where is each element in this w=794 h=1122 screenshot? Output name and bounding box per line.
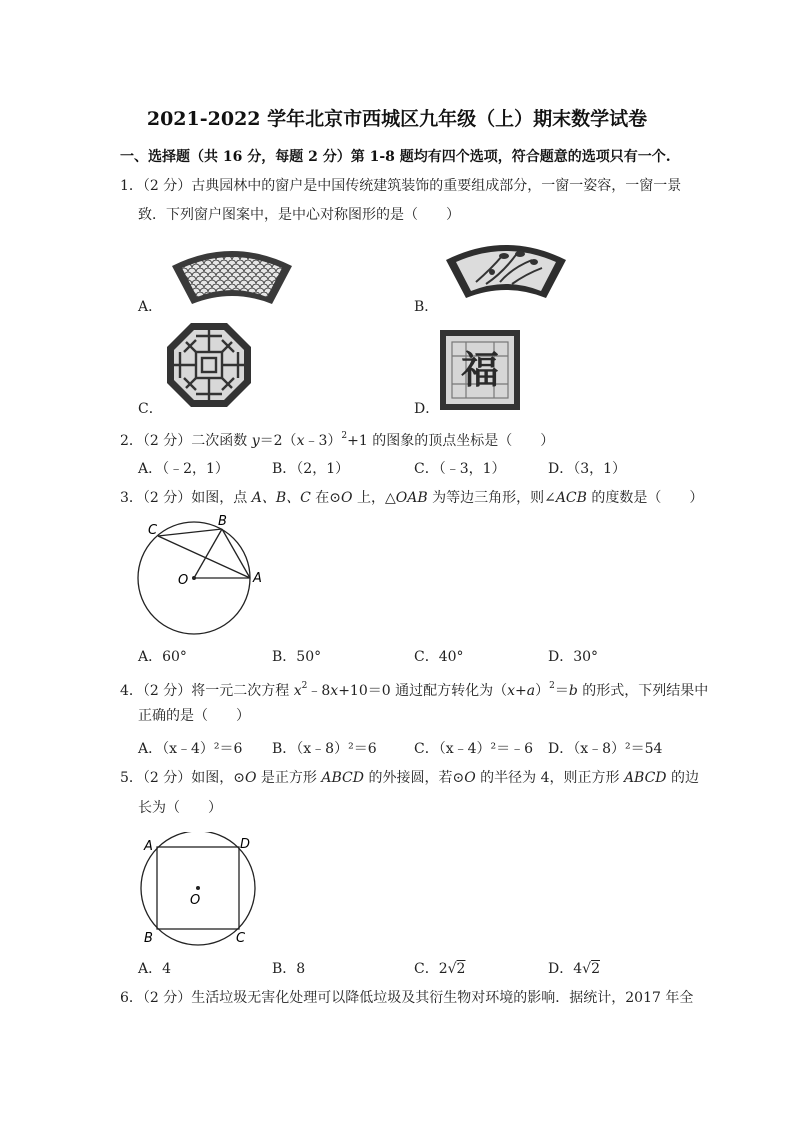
q5-stem-line1: 5．（2 分）如图，⊙O 是正方形 ABCD 的外接圆，若⊙O 的半径为 4，则正方形 ABCD 的边 <box>120 770 699 786</box>
q1-option-c-label: C． <box>138 401 163 417</box>
q3-stem: 3．（2 分）如图，点 A、B、C 在⊙O 上，△OAB 为等边三角形，则∠ACB 的度数是（ ） <box>120 490 704 506</box>
q6-line1: 6．（2 分）生活垃圾无害化处理可以降低垃圾及其衍生物对环境的影响．据统计，2017 年全 <box>120 990 694 1006</box>
q1-option-d-label: D． <box>414 401 440 417</box>
window-c-octagon-lattice <box>166 322 252 408</box>
q5-option-d: D．4√2 <box>548 961 600 977</box>
q1-line2: 致．下列窗户图案中，是中心对称图形的是（ ） <box>138 207 460 223</box>
q4-option-d: D．（x﹣8）²＝54 <box>548 741 663 757</box>
q5-label-b: B <box>144 931 153 946</box>
fu-character: 福 <box>460 347 499 392</box>
exam-title: 2021-2022 学年北京市西城区九年级（上）期末数学试卷 <box>146 108 648 130</box>
q3-label-c: C <box>148 523 158 538</box>
q2-option-a: A．（﹣2，1） <box>138 461 229 477</box>
q2-option-d: D．（3，1） <box>548 461 627 477</box>
sqrt-sign: √ <box>447 961 457 977</box>
q3-label-o: O <box>178 573 189 588</box>
q5-option-b: B．8 <box>272 961 306 977</box>
q5-option-a: A．4 <box>138 961 172 977</box>
q3-option-d: D．30° <box>548 649 599 665</box>
q4-option-c: C．（x﹣4）²＝﹣6 <box>414 741 534 757</box>
q3-circle-diagram <box>130 512 270 644</box>
q5-stem-line2: 长为（ ） <box>138 800 222 816</box>
q2-option-b: B．（2，1） <box>272 461 350 477</box>
sqrt-sign: √ <box>582 961 592 977</box>
q5-label-a: A <box>144 839 153 854</box>
q4-option-b: B．（x﹣8）²＝6 <box>272 741 377 757</box>
q1-line1: 1．（2 分）古典园林中的窗户是中国传统建筑装饰的重要组成部分，一窗一姿容，一窗一景 <box>120 178 682 194</box>
q3-label-b: B <box>218 514 227 529</box>
q2-stem: 2．（2 分）二次函数 y＝2（x﹣3）$^2$+1 的图象的顶点坐标是（ ） <box>120 431 555 449</box>
q5-option-c: C．2√2 <box>414 961 466 977</box>
section-header: 一、选择题（共 16 分，每题 2 分）第 1-8 题均有四个选项，符合题意的选项只有一个. <box>120 149 671 165</box>
window-d-square-fu <box>440 330 520 410</box>
q4-option-a: A．（x﹣4）²＝6 <box>138 741 243 757</box>
q2-option-c: C．（﹣3，1） <box>414 461 506 477</box>
q4-stem-line1: 4．（2 分）将一元二次方程 $x^2﹣8x+10=0$ 通过配方转化为$(x+a)^2=b$ 的形式，下列结果中 <box>120 681 709 699</box>
q5-label-d: D <box>240 837 251 852</box>
q3-option-c: C．40° <box>414 649 464 665</box>
q1-option-a-label: A． <box>138 299 163 315</box>
q3-option-b: B．50° <box>272 649 322 665</box>
q1-option-b-label: B． <box>414 299 439 315</box>
q5-label-o: O <box>190 893 201 908</box>
q4-stem-line2: 正确的是（ ） <box>138 708 250 724</box>
window-b-fan-orchid <box>442 238 570 302</box>
q3-option-a: A．60° <box>138 649 187 665</box>
q5-label-c: C <box>236 931 246 946</box>
q3-label-a: A <box>253 571 262 586</box>
window-a-fan-lattice <box>168 244 296 308</box>
q5-square-circle-diagram <box>132 832 262 948</box>
